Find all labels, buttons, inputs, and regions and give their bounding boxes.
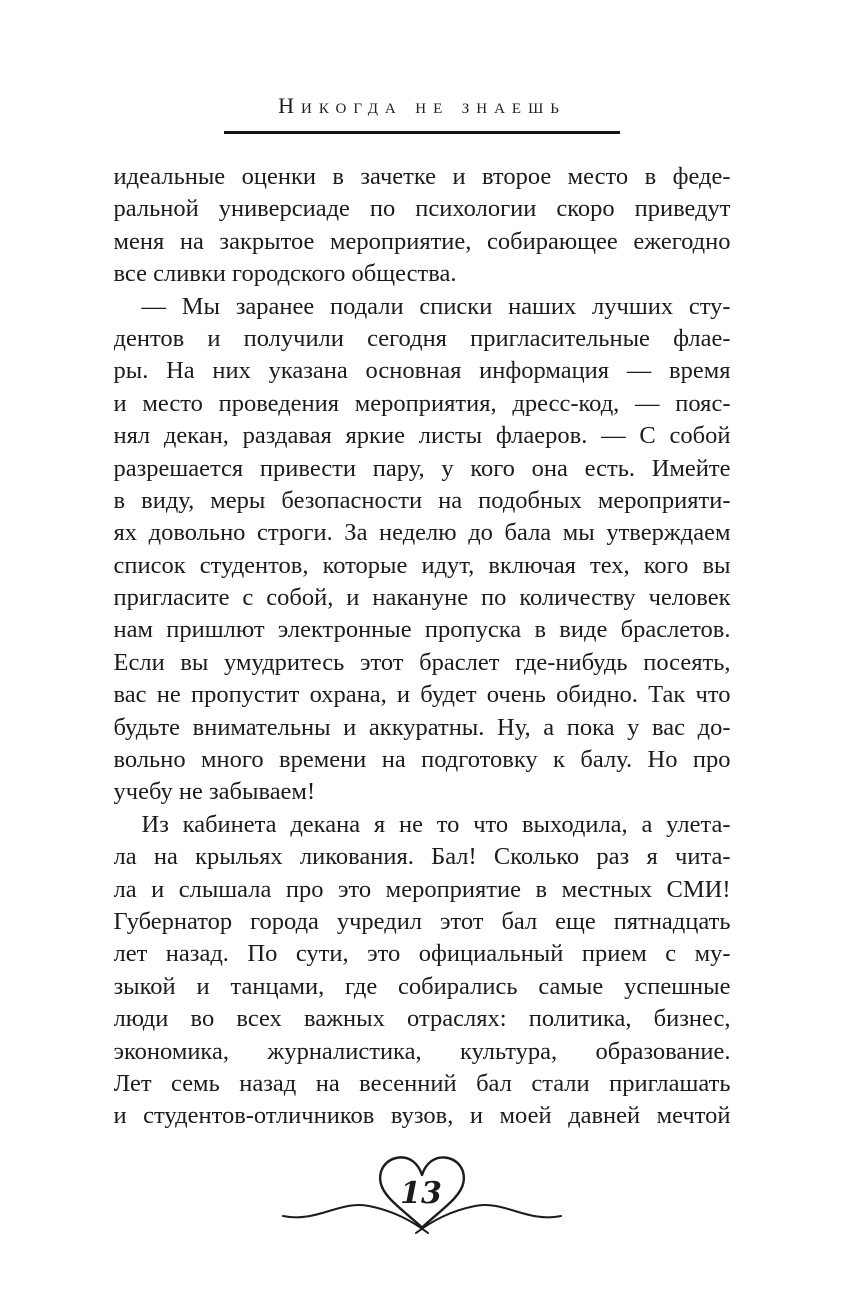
page-number: 13 bbox=[400, 1175, 442, 1211]
header-rule bbox=[224, 131, 620, 134]
text-line: Губернатор города учредил этот бал еще пятнадцать bbox=[113, 907, 731, 935]
text-line: ры. На них указана основная информация — время bbox=[113, 357, 731, 385]
text-line: нам пришлют электронные пропуска в виде браслетов. bbox=[113, 616, 731, 644]
text-line: экономика, журналистика, культура, образование. bbox=[113, 1037, 731, 1065]
paragraph bbox=[114, 291, 731, 809]
text-line: ях довольно строги. За неделю до бала мы утверждаем bbox=[113, 519, 731, 547]
page-number-ornament bbox=[272, 1150, 572, 1250]
text-line: пригласите с собой, и накануне по количеству человек bbox=[113, 584, 731, 612]
text-line: список студентов, которые идут, включая тех, кого вы bbox=[113, 551, 731, 579]
text-line: ральной универсиаде по психологии скоро приведут bbox=[113, 195, 731, 223]
text-line: зыкой и танцами, где собирались самые успешные bbox=[113, 972, 731, 1000]
text-line: Лет семь назад на весенний бал стали приглашать bbox=[113, 1069, 731, 1097]
text-block bbox=[114, 161, 731, 1133]
paragraph bbox=[114, 809, 731, 1133]
text-line: и студентов-отличников вузов, и моей давней мечтой bbox=[113, 1102, 731, 1130]
text-line: Из кабинета декана я не то что выходила, а улета- bbox=[141, 810, 731, 838]
text-line: разрешается привести пару, у кого она есть. Имейте bbox=[113, 454, 731, 482]
text-line: люди во всех важных отраслях: политика, бизнес, bbox=[113, 1005, 731, 1033]
text-line: ла на крыльях ликования. Бал! Сколько раз я чита- bbox=[113, 843, 731, 871]
footer-ornament bbox=[272, 1150, 572, 1250]
text-line: дентов и получили сегодня пригласительные флае- bbox=[113, 324, 731, 352]
text-line: и место проведения мероприятия, дресс-код, — пояс- bbox=[113, 389, 731, 417]
text-line: — Мы заранее подали списки наших лучших сту- bbox=[141, 292, 731, 320]
text-line: вас не пропустит охрана, и будет очень обидно. Так что bbox=[113, 681, 731, 709]
paragraph bbox=[114, 161, 731, 291]
text-line: нял декан, раздавая яркие листы флаеров. — С собой bbox=[113, 422, 731, 450]
text-line: будьте внимательны и аккуратны. Ну, а пока у вас до- bbox=[113, 713, 731, 741]
text-line: лет назад. По сути, это официальный прием с му- bbox=[113, 940, 731, 968]
text-line: ла и слышала про это мероприятие в местных СМИ! bbox=[113, 875, 731, 903]
text-line: идеальные оценки в зачетке и второе место в феде- bbox=[113, 163, 731, 190]
text-line: в виду, меры безопасности на подобных мероприяти- bbox=[113, 486, 731, 514]
text-line: меня на закрытое мероприятие, собирающее ежегодно bbox=[113, 227, 731, 255]
text-line: все сливки городского общества. bbox=[113, 260, 457, 288]
text-line: учебу не забываем! bbox=[113, 778, 316, 806]
text-line: Если вы умудритесь этот браслет где-нибудь посеять, bbox=[113, 648, 731, 676]
running-header-title: Никогда не знаешь bbox=[278, 93, 566, 118]
text-line: вольно много времени на подготовку к балу. Но про bbox=[113, 746, 731, 774]
